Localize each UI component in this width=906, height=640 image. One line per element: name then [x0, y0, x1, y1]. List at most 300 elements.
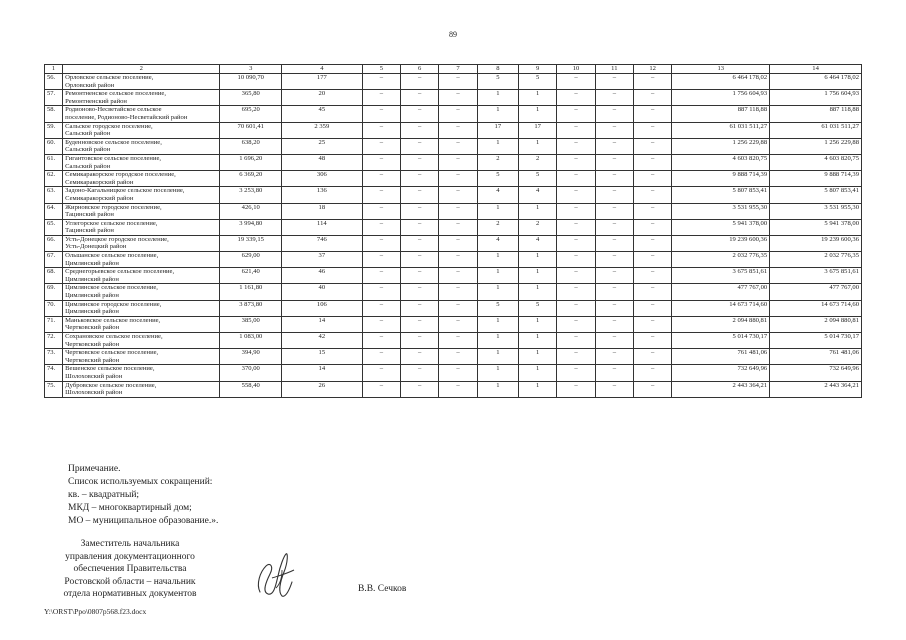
value-cell: –	[439, 235, 477, 251]
municipality-name-line: Буденновское сельское поселение,	[65, 138, 162, 146]
handwritten-signature	[252, 548, 298, 602]
value-cell: 1	[519, 349, 557, 365]
data-table	[44, 64, 862, 398]
table-row	[45, 316, 862, 332]
row-number-cell: 59.	[45, 122, 63, 138]
municipality-name-line: Дубровское сельское поселение,	[65, 381, 157, 389]
value-cell: –	[595, 219, 633, 235]
value-cell: 3 994,80	[220, 219, 282, 235]
municipality-name-cell	[63, 316, 220, 332]
value-cell: 14 673 714,60	[672, 300, 770, 316]
value-cell: 17	[519, 122, 557, 138]
column-header: 13	[672, 65, 770, 74]
note-line: МКД – многоквартирный дом;	[68, 503, 192, 513]
value-cell: –	[362, 316, 400, 332]
value-cell: –	[439, 349, 477, 365]
value-cell: –	[439, 284, 477, 300]
value-cell: –	[634, 235, 672, 251]
row-number-cell: 69.	[45, 284, 63, 300]
table-row	[45, 284, 862, 300]
value-cell: –	[401, 219, 439, 235]
row-number-cell: 64.	[45, 203, 63, 219]
column-header: 2	[63, 65, 220, 74]
value-cell: 1	[477, 349, 518, 365]
municipality-name-line: Жирновское городское поселение,	[65, 203, 162, 211]
value-cell: –	[401, 381, 439, 397]
value-cell: 70 601,41	[220, 122, 282, 138]
value-cell: 394,90	[220, 349, 282, 365]
value-cell: –	[595, 171, 633, 187]
value-cell: 306	[282, 171, 363, 187]
municipality-name-line: Цимлянский район	[65, 275, 119, 283]
value-cell: –	[634, 187, 672, 203]
signer-name: В.В. Сечков	[358, 584, 407, 594]
value-cell: 1 256 229,88	[672, 138, 770, 154]
value-cell: 37	[282, 252, 363, 268]
value-cell: 4 603 820,75	[672, 154, 770, 170]
column-header: 14	[770, 65, 862, 74]
municipality-name-cell	[63, 284, 220, 300]
value-cell: 4	[519, 187, 557, 203]
value-cell: –	[557, 284, 595, 300]
value-cell: –	[557, 349, 595, 365]
municipality-name-line: Цимлянский район	[65, 259, 119, 267]
value-cell: –	[634, 316, 672, 332]
value-cell: 42	[282, 333, 363, 349]
value-cell: 14 673 714,60	[770, 300, 862, 316]
note-line: Список используемых сокращений:	[68, 477, 213, 487]
value-cell: –	[439, 203, 477, 219]
value-cell: –	[401, 349, 439, 365]
value-cell: 61 031 511,27	[770, 122, 862, 138]
value-cell: –	[362, 349, 400, 365]
value-cell: 4	[477, 235, 518, 251]
signer-title-line: отдела нормативных документов	[63, 589, 197, 599]
value-cell: 18	[282, 203, 363, 219]
value-cell: 1 756 604,93	[672, 90, 770, 106]
value-cell: 1	[477, 284, 518, 300]
value-cell: 6 464 178,02	[672, 74, 770, 90]
municipality-name-line: Сальский район	[65, 130, 111, 138]
value-cell: –	[557, 74, 595, 90]
municipality-name-cell	[63, 122, 220, 138]
row-number-cell: 62.	[45, 171, 63, 187]
value-cell: 5 941 378,00	[672, 219, 770, 235]
value-cell: –	[362, 252, 400, 268]
value-cell: 3 873,80	[220, 300, 282, 316]
value-cell: 1	[477, 106, 518, 122]
value-cell: –	[439, 333, 477, 349]
value-cell: –	[634, 268, 672, 284]
footnote	[68, 463, 218, 528]
value-cell: –	[557, 333, 595, 349]
value-cell: 5 941 378,00	[770, 219, 862, 235]
municipality-name-line: Тацинский район	[65, 227, 114, 235]
value-cell: –	[595, 284, 633, 300]
value-cell: 9 888 714,39	[672, 171, 770, 187]
column-header: 1	[45, 65, 63, 74]
value-cell: –	[595, 268, 633, 284]
value-cell: –	[362, 171, 400, 187]
value-cell: 40	[282, 284, 363, 300]
value-cell: 19 239 600,36	[672, 235, 770, 251]
municipality-name-line: Углегорское сельское поселение,	[65, 219, 158, 227]
value-cell: 1 256 229,88	[770, 138, 862, 154]
value-cell: 5 807 853,41	[770, 187, 862, 203]
table-row	[45, 74, 862, 90]
value-cell: 3 253,80	[220, 187, 282, 203]
value-cell: –	[557, 138, 595, 154]
value-cell: 5 014 730,17	[770, 333, 862, 349]
row-number-cell: 70.	[45, 300, 63, 316]
municipality-name-cell	[63, 235, 220, 251]
value-cell: –	[439, 219, 477, 235]
value-cell: 426,10	[220, 203, 282, 219]
value-cell: –	[595, 138, 633, 154]
municipality-name-line: Ремонтненский район	[65, 97, 127, 105]
municipality-name-line: поселение, Родионово-Несветайский район	[65, 113, 188, 121]
municipality-name-line: Усть-Донецкий район	[65, 243, 127, 251]
value-cell: 14	[282, 316, 363, 332]
municipality-name-line: Задоно-Кагальницкое сельское поселение,	[65, 187, 185, 195]
value-cell: –	[439, 268, 477, 284]
value-cell: 1	[477, 333, 518, 349]
value-cell: 761 481,06	[672, 349, 770, 365]
row-number-cell: 60.	[45, 138, 63, 154]
municipality-name-cell	[63, 106, 220, 122]
row-number-cell: 73.	[45, 349, 63, 365]
value-cell: 629,00	[220, 252, 282, 268]
table-row	[45, 122, 862, 138]
column-header: 7	[439, 65, 477, 74]
value-cell: 2	[477, 219, 518, 235]
value-cell: –	[401, 154, 439, 170]
value-cell: 2 443 364,21	[672, 381, 770, 397]
row-number-cell: 74.	[45, 365, 63, 381]
value-cell: –	[634, 171, 672, 187]
value-cell: –	[557, 122, 595, 138]
value-cell: –	[595, 106, 633, 122]
value-cell: 558,40	[220, 381, 282, 397]
row-number-cell: 58.	[45, 106, 63, 122]
value-cell: –	[634, 138, 672, 154]
value-cell: –	[557, 300, 595, 316]
signer-title	[40, 538, 220, 601]
value-cell: 114	[282, 219, 363, 235]
value-cell: 19 239 600,36	[770, 235, 862, 251]
value-cell: 9 888 714,39	[770, 171, 862, 187]
column-header: 3	[220, 65, 282, 74]
table-header-row	[45, 65, 862, 74]
value-cell: –	[595, 90, 633, 106]
value-cell: –	[595, 349, 633, 365]
table-row	[45, 187, 862, 203]
table-row	[45, 365, 862, 381]
row-number-cell: 56.	[45, 74, 63, 90]
municipality-name-cell	[63, 171, 220, 187]
value-cell: 2 094 880,81	[770, 316, 862, 332]
value-cell: 1	[519, 284, 557, 300]
row-number-cell: 68.	[45, 268, 63, 284]
table-row	[45, 154, 862, 170]
value-cell: 4	[519, 235, 557, 251]
value-cell: –	[401, 268, 439, 284]
value-cell: 477 767,00	[770, 284, 862, 300]
value-cell: –	[557, 252, 595, 268]
signer-title-line: обеспечения Правительства	[73, 564, 187, 574]
table-row	[45, 171, 862, 187]
municipality-name-cell	[63, 219, 220, 235]
table-row	[45, 219, 862, 235]
value-cell: 17	[477, 122, 518, 138]
value-cell: 1 083,00	[220, 333, 282, 349]
value-cell: –	[439, 300, 477, 316]
value-cell: 10 090,70	[220, 74, 282, 90]
value-cell: –	[595, 74, 633, 90]
value-cell: –	[595, 316, 633, 332]
value-cell: –	[401, 106, 439, 122]
value-cell: 2	[519, 219, 557, 235]
signer-title-line: Заместитель начальника	[80, 539, 180, 549]
municipality-name-cell	[63, 333, 220, 349]
value-cell: 370,00	[220, 365, 282, 381]
value-cell: –	[634, 252, 672, 268]
value-cell: –	[557, 235, 595, 251]
value-cell: –	[557, 171, 595, 187]
value-cell: –	[439, 106, 477, 122]
municipality-name-cell	[63, 365, 220, 381]
value-cell: –	[557, 219, 595, 235]
value-cell: –	[439, 381, 477, 397]
table-row	[45, 235, 862, 251]
table-row	[45, 106, 862, 122]
value-cell: –	[439, 74, 477, 90]
value-cell: –	[634, 333, 672, 349]
value-cell: 1	[477, 365, 518, 381]
value-cell: 5	[519, 300, 557, 316]
municipality-name-cell	[63, 300, 220, 316]
value-cell: 1	[519, 316, 557, 332]
value-cell: 61 031 511,27	[672, 122, 770, 138]
value-cell: –	[362, 154, 400, 170]
value-cell: –	[557, 365, 595, 381]
value-cell: 2	[477, 154, 518, 170]
value-cell: 3 675 851,61	[770, 268, 862, 284]
value-cell: 177	[282, 74, 363, 90]
municipality-name-line: Сальский район	[65, 162, 111, 170]
column-header: 12	[634, 65, 672, 74]
municipality-name-line: Чертковский район	[65, 356, 120, 364]
signer-title-line: управления документационного	[65, 551, 195, 562]
value-cell: 1 756 604,93	[770, 90, 862, 106]
value-cell: –	[439, 171, 477, 187]
value-cell: –	[557, 268, 595, 284]
value-cell: 5	[477, 171, 518, 187]
value-cell: 2 032 776,35	[770, 252, 862, 268]
row-number-cell: 67.	[45, 252, 63, 268]
value-cell: –	[634, 74, 672, 90]
value-cell: 385,00	[220, 316, 282, 332]
municipality-name-cell	[63, 381, 220, 397]
column-header: 10	[557, 65, 595, 74]
value-cell: –	[362, 300, 400, 316]
value-cell: –	[634, 203, 672, 219]
value-cell: 5	[477, 74, 518, 90]
value-cell: 5	[519, 171, 557, 187]
value-cell: 45	[282, 106, 363, 122]
note-line: МО – муниципальное образование.».	[68, 516, 219, 526]
municipality-name-line: Сальский район	[65, 146, 111, 154]
value-cell: –	[401, 90, 439, 106]
value-cell: –	[634, 349, 672, 365]
column-header: 9	[519, 65, 557, 74]
value-cell: –	[595, 300, 633, 316]
value-cell: 1	[477, 268, 518, 284]
value-cell: –	[595, 203, 633, 219]
value-cell: 20	[282, 90, 363, 106]
value-cell: 1	[519, 203, 557, 219]
value-cell: 136	[282, 187, 363, 203]
value-cell: –	[401, 235, 439, 251]
value-cell: –	[439, 316, 477, 332]
column-header: 5	[362, 65, 400, 74]
value-cell: –	[401, 333, 439, 349]
municipality-name-line: Семикаракорский район	[65, 194, 134, 202]
value-cell: –	[362, 333, 400, 349]
value-cell: –	[439, 252, 477, 268]
value-cell: 6 464 178,02	[770, 74, 862, 90]
value-cell: –	[595, 187, 633, 203]
table-row	[45, 381, 862, 397]
column-header: 11	[595, 65, 633, 74]
value-cell: 695,20	[220, 106, 282, 122]
value-cell: –	[401, 300, 439, 316]
value-cell: –	[362, 268, 400, 284]
value-cell: 3 675 851,61	[672, 268, 770, 284]
value-cell: –	[557, 203, 595, 219]
value-cell: –	[439, 90, 477, 106]
value-cell: –	[362, 90, 400, 106]
value-cell: 1	[519, 381, 557, 397]
municipality-name-line: Цимлянское сельское поселение,	[65, 284, 158, 292]
value-cell: 3 531 955,30	[770, 203, 862, 219]
value-cell: –	[362, 138, 400, 154]
table-row	[45, 300, 862, 316]
municipality-name-line: Тацинский район	[65, 211, 114, 219]
value-cell: 46	[282, 268, 363, 284]
value-cell: –	[401, 252, 439, 268]
row-number-cell: 63.	[45, 187, 63, 203]
municipality-name-cell	[63, 349, 220, 365]
municipality-name-cell	[63, 138, 220, 154]
table-row	[45, 203, 862, 219]
value-cell: 106	[282, 300, 363, 316]
row-number-cell: 66.	[45, 235, 63, 251]
value-cell: –	[401, 74, 439, 90]
column-header: 4	[282, 65, 363, 74]
column-header: 6	[401, 65, 439, 74]
value-cell: –	[634, 381, 672, 397]
value-cell: –	[362, 106, 400, 122]
value-cell: –	[595, 333, 633, 349]
value-cell: 1	[477, 252, 518, 268]
value-cell: 2 359	[282, 122, 363, 138]
value-cell: 732 649,96	[672, 365, 770, 381]
value-cell: –	[439, 122, 477, 138]
value-cell: 26	[282, 381, 363, 397]
municipality-name-line: Орловское сельское поселение,	[65, 74, 154, 81]
value-cell: –	[362, 187, 400, 203]
municipality-name-line: Орловский район	[65, 81, 115, 89]
municipality-name-line: Ольшанское сельское поселение,	[65, 252, 159, 260]
municipality-name-cell	[63, 268, 220, 284]
note-line: кв. – квадратный;	[68, 490, 140, 500]
value-cell: 48	[282, 154, 363, 170]
value-cell: 638,20	[220, 138, 282, 154]
municipality-name-cell	[63, 90, 220, 106]
value-cell: 19 339,15	[220, 235, 282, 251]
value-cell: 887 118,88	[770, 106, 862, 122]
value-cell: –	[401, 365, 439, 381]
value-cell: 2	[519, 154, 557, 170]
municipality-name-line: Сохрановское сельское поселение,	[65, 333, 163, 340]
value-cell: 477 767,00	[672, 284, 770, 300]
value-cell: 1	[519, 106, 557, 122]
value-cell: 4 603 820,75	[770, 154, 862, 170]
value-cell: 1 161,80	[220, 284, 282, 300]
value-cell: –	[595, 381, 633, 397]
value-cell: –	[634, 365, 672, 381]
file-path: Y:\ORST\Ppo\0807p568.f23.docx	[44, 607, 147, 616]
value-cell: –	[439, 138, 477, 154]
value-cell: –	[595, 252, 633, 268]
value-cell: 2 094 880,81	[672, 316, 770, 332]
value-cell: 5 014 730,17	[672, 333, 770, 349]
table-row	[45, 349, 862, 365]
value-cell: 6 369,20	[220, 171, 282, 187]
value-cell: 887 118,88	[672, 106, 770, 122]
value-cell: –	[595, 235, 633, 251]
table-row	[45, 138, 862, 154]
value-cell: 1	[477, 316, 518, 332]
value-cell: 621,40	[220, 268, 282, 284]
row-number-cell: 61.	[45, 154, 63, 170]
value-cell: –	[634, 300, 672, 316]
value-cell: –	[401, 284, 439, 300]
value-cell: –	[634, 106, 672, 122]
value-cell: –	[557, 106, 595, 122]
value-cell: –	[362, 203, 400, 219]
value-cell: –	[362, 74, 400, 90]
value-cell: –	[401, 122, 439, 138]
value-cell: –	[595, 122, 633, 138]
value-cell: 25	[282, 138, 363, 154]
value-cell: 1	[519, 268, 557, 284]
municipality-name-line: Родионово-Несветайское сельское	[65, 106, 162, 114]
value-cell: –	[362, 235, 400, 251]
value-cell: 4	[477, 187, 518, 203]
value-cell: –	[557, 187, 595, 203]
signer-title-line: Ростовской области – начальник	[64, 576, 196, 587]
row-number-cell: 65.	[45, 219, 63, 235]
table-row	[45, 252, 862, 268]
municipality-name-line: Цимлянский район	[65, 308, 119, 316]
value-cell: –	[362, 284, 400, 300]
municipality-name-cell	[63, 187, 220, 203]
value-cell: –	[362, 219, 400, 235]
value-cell: –	[362, 381, 400, 397]
value-cell: 15	[282, 349, 363, 365]
